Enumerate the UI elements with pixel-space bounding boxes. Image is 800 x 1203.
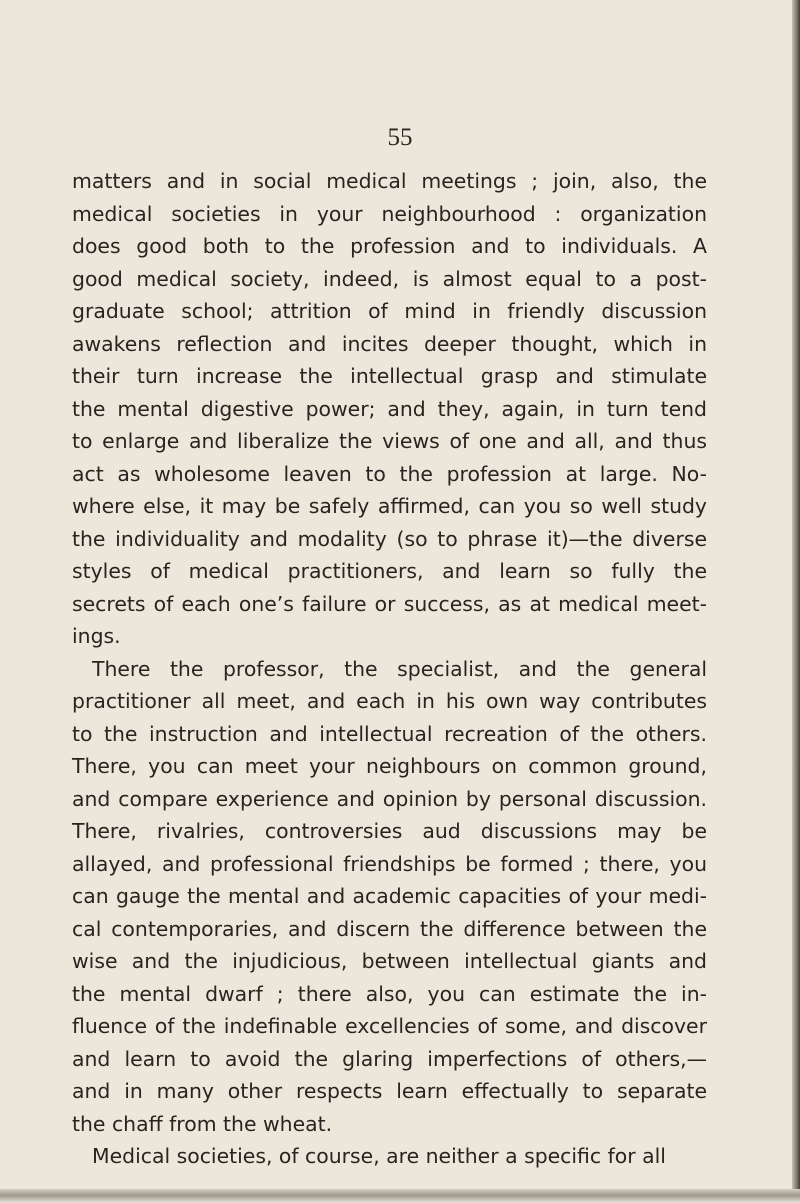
text-line: There, you can meet your neighbours on common ground, xyxy=(72,754,707,778)
text-line: secrets of each one’s failure or success, as at medical meet- xyxy=(72,591,707,616)
text-line: and in many other respects learn effectually to separate xyxy=(72,1079,707,1103)
text-line: their turn increase the intellectual grasp and stimulate xyxy=(72,364,707,388)
body-text xyxy=(72,165,707,1173)
text-line: medical societies in your neighbourhood : organization xyxy=(72,201,707,226)
text-line: where else, it may be safely affirmed, can you so well study xyxy=(72,494,707,518)
text-line: the mental dwarf ; there also, you can estimate the in- xyxy=(72,981,707,1006)
text-line: styles of medical practitioners, and learn so fully the xyxy=(72,559,707,583)
text-line: fluence of the indefinable excellencies of some, and discover xyxy=(72,1014,707,1038)
text-line: ings. xyxy=(72,624,121,648)
text-line: to the instruction and intellectual recreation of the others. xyxy=(72,721,707,746)
text-line: There the professor, the specialist, and the general xyxy=(92,656,707,681)
text-line: and learn to avoid the glaring imperfections of others,— xyxy=(72,1046,707,1071)
text-line: the individuality and modality (so to phrase it)—the diverse xyxy=(72,526,707,551)
text-line: and compare experience and opinion by personal discussion. xyxy=(72,786,707,811)
text-line: can gauge the mental and academic capacities of your medi- xyxy=(72,884,707,908)
text-line: act as wholesome leaven to the profession at large. No- xyxy=(72,461,707,486)
text-line: to enlarge and liberalize the views of one and all, and thus xyxy=(72,429,707,453)
text-line: the mental digestive power; and they, again, in turn tend xyxy=(72,396,707,421)
paragraph xyxy=(72,1140,707,1173)
page-edge xyxy=(792,0,800,1203)
text-line: allayed, and professional friendships be formed ; there, you xyxy=(72,851,707,876)
text-line: wise and the injudicious, between intellectual giants and xyxy=(72,949,707,973)
paragraph xyxy=(72,653,707,1141)
text-line: the chaff from the wheat. xyxy=(72,1111,333,1136)
text-line: graduate school; attrition of mind in friendly discussion xyxy=(72,299,707,323)
text-line: awakens reflection and incites deeper thought, which in xyxy=(72,331,707,356)
text-line: does good both to the profession and to individuals. A xyxy=(72,234,707,258)
text-line: practitioner all meet, and each in his own way contributes xyxy=(72,689,707,713)
text-line: cal contemporaries, and discern the difference between the xyxy=(72,916,707,941)
paragraph xyxy=(72,165,707,653)
text-line: matters and in social medical meetings ; join, also, the xyxy=(72,169,707,193)
page-number: 55 xyxy=(387,124,413,151)
page-bottom-edge xyxy=(0,1189,800,1203)
text-line: Medical societies, of course, are neither a specific for all xyxy=(92,1144,666,1168)
text-line: good medical society, indeed, is almost equal to a post- xyxy=(72,266,707,291)
text-line: There, rivalries, controversies aud discussions may be xyxy=(72,819,707,843)
